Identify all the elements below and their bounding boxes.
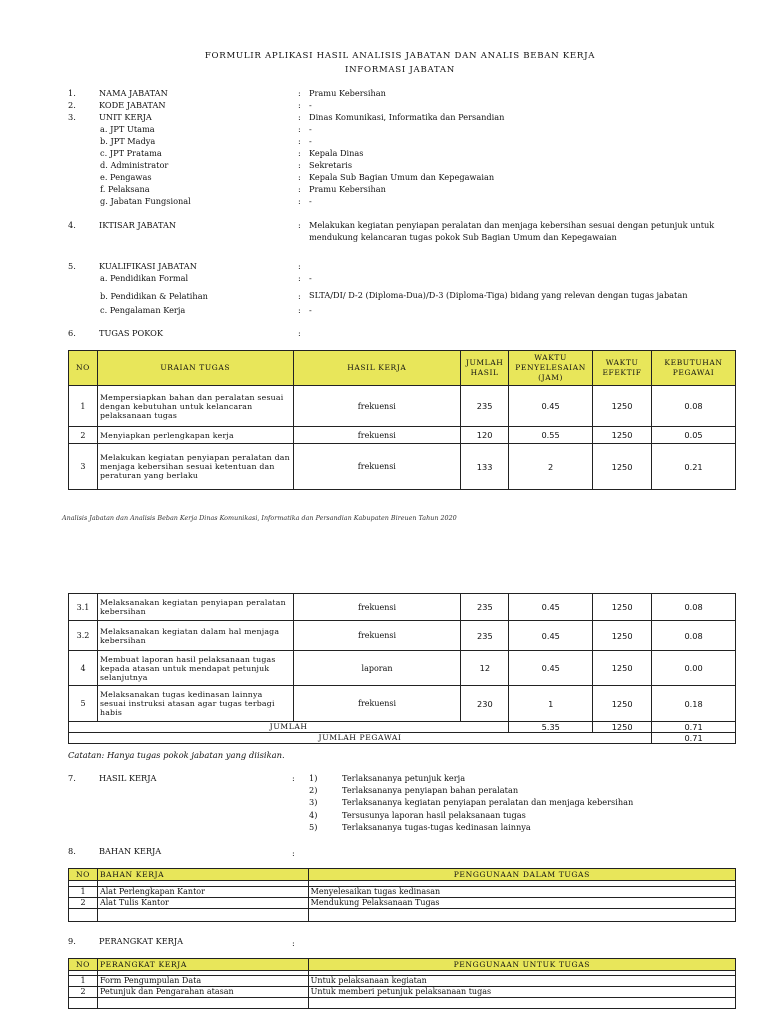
unit-sub-value: - xyxy=(309,124,312,134)
colon: : xyxy=(298,261,301,271)
header-uraian: URAIAN TUGAS xyxy=(97,351,293,386)
unit-sub-label: c. JPT Pratama xyxy=(100,148,162,158)
colon: : xyxy=(298,124,301,134)
cell-uraian: Melaksanakan tugas kedinasan lainnya sesuai instruksi atasan agar tugas terbagi habis xyxy=(97,686,293,722)
cell-we: 1250 xyxy=(593,651,652,686)
cell-we: 1250 xyxy=(593,444,652,490)
bahan-kerja-table xyxy=(68,868,736,922)
table-row xyxy=(69,594,736,621)
cell-jumlah: 235 xyxy=(461,594,509,621)
cell-we: 1250 xyxy=(593,621,652,651)
kualifikasi-item-label: a. Pendidikan Formal xyxy=(100,273,189,283)
info-num: 2. xyxy=(68,100,76,110)
colon: : xyxy=(292,773,295,783)
cell-uraian: Membuat laporan hasil pelaksanaan tugas kepada atasan untuk mendapat petunjuk selanjutnya xyxy=(97,651,293,686)
tugas-table-1 xyxy=(68,350,736,490)
cell-wp: 0.55 xyxy=(509,427,593,444)
kualifikasi-item-value: - xyxy=(309,305,312,315)
hasil-kerja-item: Terlaksananya petunjuk kerja xyxy=(342,773,466,783)
header-waktu-penyelesaian: WAKTU PENYELESAIAN (JAM) xyxy=(509,351,593,386)
unit-sub-value: Pramu Kebersihan xyxy=(309,184,386,194)
cell-hasil: frekuensi xyxy=(293,621,461,651)
ikhtisar-line-2: mendukung kelancaran tugas pokok Sub Bagian Umum dan Kepegawaian xyxy=(309,232,617,242)
table-row xyxy=(69,898,736,909)
table-row xyxy=(69,976,736,987)
cell-kp: 0.05 xyxy=(652,427,736,444)
unit-sub-value: - xyxy=(309,196,312,206)
table-row xyxy=(69,987,736,998)
cell-bahan: Alat Tulis Kantor xyxy=(97,898,308,909)
bahan-kerja-label: BAHAN KERJA xyxy=(99,846,162,856)
cell-penggunaan: Untuk memberi petunjuk pelaksanaan tugas xyxy=(308,987,735,998)
cell-bahan: Alat Perlengkapan Kantor xyxy=(97,887,308,898)
cell-wp: 0.45 xyxy=(509,594,593,621)
cell-no: 1 xyxy=(69,976,98,987)
cell-jumlah: 120 xyxy=(461,427,509,444)
cell-uraian: Melaksanakan kegiatan penyiapan peralatan kebersihan xyxy=(97,594,293,621)
cell-jumlah: 133 xyxy=(461,444,509,490)
colon: : xyxy=(298,172,301,182)
jumlah-pegawai-row xyxy=(69,733,736,744)
info-label: KODE JABATAN xyxy=(99,100,166,110)
table-row xyxy=(69,686,736,722)
colon: : xyxy=(298,184,301,194)
header-no: NO xyxy=(69,959,98,971)
table-row xyxy=(69,621,736,651)
colon: : xyxy=(298,196,301,206)
table-row xyxy=(69,651,736,686)
colon: : xyxy=(298,220,301,230)
cell-penggunaan: Menyelesaikan tugas kedinasan xyxy=(308,887,735,898)
hasil-kerja-item-num: 1) xyxy=(309,773,318,783)
form-subtitle: INFORMASI JABATAN xyxy=(344,65,455,75)
hasil-kerja-label: HASIL KERJA xyxy=(99,773,157,783)
jumlah-label: JUMLAH xyxy=(69,722,509,733)
hasil-kerja-item-num: 3) xyxy=(309,797,318,807)
hasil-kerja-item-num: 4) xyxy=(309,810,318,820)
colon: : xyxy=(298,273,301,283)
cell-hasil: frekuensi xyxy=(293,686,461,722)
cell-wp: 1 xyxy=(509,686,593,722)
colon: : xyxy=(298,291,301,301)
kualifikasi-item-label: c. Pengalaman Kerja xyxy=(100,305,186,315)
cell-we: 1250 xyxy=(593,386,652,427)
cell-wp: 0.45 xyxy=(509,386,593,427)
page-footer: Analisis Jabatan dan Analisis Beban Kerja Dinas Komunikasi, Informatika dan Persandian Kabupaten Bireuen Tahun 2020 xyxy=(62,514,457,522)
kualifikasi-item-value: SLTA/DI/ D-2 (Diploma-Dua)/D-3 (Diploma-Tiga) bidang yang relevan dengan tugas jabatan xyxy=(309,290,688,300)
cell-hasil: frekuensi xyxy=(293,444,461,490)
unit-sub-value: Sekretaris xyxy=(309,160,353,170)
kualifikasi-num: 5. xyxy=(68,261,76,271)
cell-hasil: frekuensi xyxy=(293,386,461,427)
form-title: FORMULIR APLIKASI HASIL ANALISIS JABATAN DAN ANALIS BEBAN KERJA xyxy=(204,51,596,61)
cell-no: 1 xyxy=(69,386,98,427)
header-penggunaan: PENGGUNAAN UNTUK TUGAS xyxy=(308,959,735,971)
table-row xyxy=(69,887,736,898)
cell-uraian: Mempersiapkan bahan dan peralatan sesuai dengan kebutuhan untuk kelancaran pelaksanaan tugas xyxy=(97,386,293,427)
cell-jumlah: 12 xyxy=(461,651,509,686)
catatan-note: Catatan: Hanya tugas pokok jabatan yang diisikan. xyxy=(68,750,285,760)
ikhtisar-num: 4. xyxy=(68,220,76,230)
unit-sub-label: a. JPT Utama xyxy=(100,124,155,134)
cell-no: 2 xyxy=(69,427,98,444)
cell-kp: 0.08 xyxy=(652,386,736,427)
header-no: NO xyxy=(69,351,98,386)
cell-hasil: frekuensi xyxy=(293,427,461,444)
info-label: NAMA JABATAN xyxy=(99,88,168,98)
colon: : xyxy=(298,305,301,315)
cell-uraian: Melaksanakan kegiatan dalam hal menjaga kebersihan xyxy=(97,621,293,651)
info-value: Pramu Kebersihan xyxy=(309,88,386,98)
cell-we: 1250 xyxy=(593,427,652,444)
cell-kp: 0.00 xyxy=(652,651,736,686)
cell-we: 1250 xyxy=(593,686,652,722)
cell-jumlah: 235 xyxy=(461,621,509,651)
colon: : xyxy=(298,100,301,110)
hasil-kerja-item: Terlaksananya tugas-tugas kedinasan lainnya xyxy=(342,822,531,832)
jumlah-we: 1250 xyxy=(593,722,652,733)
header-no: NO xyxy=(69,869,98,881)
jumlah-wp: 5.35 xyxy=(509,722,593,733)
info-num: 3. xyxy=(68,112,76,122)
header-jumlah: JUMLAH HASIL xyxy=(461,351,509,386)
ikhtisar-label: IKTISAR JABATAN xyxy=(99,220,177,230)
cell-penggunaan: Untuk pelaksanaan kegiatan xyxy=(308,976,735,987)
cell-wp: 2 xyxy=(509,444,593,490)
cell-no: 3 xyxy=(69,444,98,490)
colon: : xyxy=(298,328,301,338)
tugas-pokok-num: 6. xyxy=(68,328,76,338)
cell-no: 3.1 xyxy=(69,594,98,621)
kualifikasi-item-label: b. Pendidikan & Pelatihan xyxy=(100,291,208,301)
header-kebutuhan: KEBUTUHAN PEGAWAI xyxy=(652,351,736,386)
bahan-kerja-num: 8. xyxy=(68,846,76,856)
header-bahan: BAHAN KERJA xyxy=(97,869,308,881)
hasil-kerja-item: Terlaksananya penyiapan bahan peralatan xyxy=(342,785,519,795)
cell-uraian: Menyiapkan perlengkapan kerja xyxy=(97,427,293,444)
info-label: UNIT KERJA xyxy=(99,112,152,122)
header-penggunaan: PENGGUNAAN DALAM TUGAS xyxy=(308,869,735,881)
perangkat-kerja-label: PERANGKAT KERJA xyxy=(99,936,184,946)
cell-uraian: Melakukan kegiatan penyiapan peralatan dan menjaga kebersihan sesuai ketentuan dan peraturan yang berlaku xyxy=(97,444,293,490)
cell-we: 1250 xyxy=(593,594,652,621)
unit-sub-value: Kepala Sub Bagian Umum dan Kepegawaian xyxy=(309,172,495,182)
cell-hasil: frekuensi xyxy=(293,594,461,621)
colon: : xyxy=(298,148,301,158)
cell-wp: 0.45 xyxy=(509,651,593,686)
unit-sub-label: f. Pelaksana xyxy=(100,184,150,194)
hasil-kerja-item-num: 5) xyxy=(309,822,318,832)
info-value: Dinas Komunikasi, Informatika dan Persandian xyxy=(309,112,505,122)
table-row xyxy=(69,427,736,444)
jumlah-pegawai-label: JUMLAH PEGAWAI xyxy=(69,733,652,744)
cell-wp: 0.45 xyxy=(509,621,593,651)
jumlah-kp: 0.71 xyxy=(652,722,736,733)
unit-sub-label: g. Jabatan Fungsional xyxy=(100,196,191,206)
ikhtisar-line-1: Melakukan kegiatan penyiapan peralatan dan menjaga kebersihan sesuai dengan petunjuk untuk xyxy=(309,220,715,230)
jumlah-row xyxy=(69,722,736,733)
kualifikasi-label: KUALIFIKASI JABATAN xyxy=(99,261,197,271)
cell-no: 5 xyxy=(69,686,98,722)
unit-sub-label: e. Pengawas xyxy=(100,172,152,182)
cell-kp: 0.21 xyxy=(652,444,736,490)
cell-no: 4 xyxy=(69,651,98,686)
cell-no: 2 xyxy=(69,987,98,998)
cell-kp: 0.18 xyxy=(652,686,736,722)
table-row xyxy=(69,386,736,427)
cell-no: 1 xyxy=(69,887,98,898)
cell-hasil: laporan xyxy=(293,651,461,686)
unit-sub-label: d. Administrator xyxy=(100,160,169,170)
cell-jumlah: 235 xyxy=(461,386,509,427)
unit-sub-value: - xyxy=(309,136,312,146)
colon: : xyxy=(298,160,301,170)
cell-perangkat: Form Pengumpulan Data xyxy=(97,976,308,987)
cell-no: 2 xyxy=(69,898,98,909)
header-perangkat: PERANGKAT KERJA xyxy=(97,959,308,971)
colon: : xyxy=(292,938,295,948)
perangkat-kerja-num: 9. xyxy=(68,936,76,946)
unit-sub-label: b. JPT Madya xyxy=(100,136,156,146)
cell-no: 3.2 xyxy=(69,621,98,651)
table-row xyxy=(69,444,736,490)
hasil-kerja-item: Tersusunya laporan hasil pelaksanaan tugas xyxy=(342,810,526,820)
colon: : xyxy=(298,112,301,122)
colon: : xyxy=(298,136,301,146)
cell-kp: 0.08 xyxy=(652,594,736,621)
header-waktu-efektif: WAKTU EFEKTIF xyxy=(593,351,652,386)
info-num: 1. xyxy=(68,88,76,98)
perangkat-kerja-table xyxy=(68,958,736,1009)
colon: : xyxy=(298,88,301,98)
jumlah-pegawai-kp: 0.71 xyxy=(652,733,736,744)
info-value: - xyxy=(309,100,312,110)
unit-sub-value: Kepala Dinas xyxy=(309,148,364,158)
hasil-kerja-item: Terlaksananya kegiatan penyiapan peralatan dan menjaga kebersihan xyxy=(342,797,634,807)
cell-perangkat: Petunjuk dan Pengarahan atasan xyxy=(97,987,308,998)
cell-penggunaan: Mendukung Pelaksanaan Tugas xyxy=(308,898,735,909)
colon: : xyxy=(292,848,295,858)
kualifikasi-item-value: - xyxy=(309,273,312,283)
hasil-kerja-item-num: 2) xyxy=(309,785,318,795)
tugas-pokok-label: TUGAS POKOK xyxy=(99,328,163,338)
hasil-kerja-num: 7. xyxy=(68,773,76,783)
tugas-table-2 xyxy=(68,593,736,744)
cell-kp: 0.08 xyxy=(652,621,736,651)
header-hasil: HASIL KERJA xyxy=(293,351,461,386)
cell-jumlah: 230 xyxy=(461,686,509,722)
